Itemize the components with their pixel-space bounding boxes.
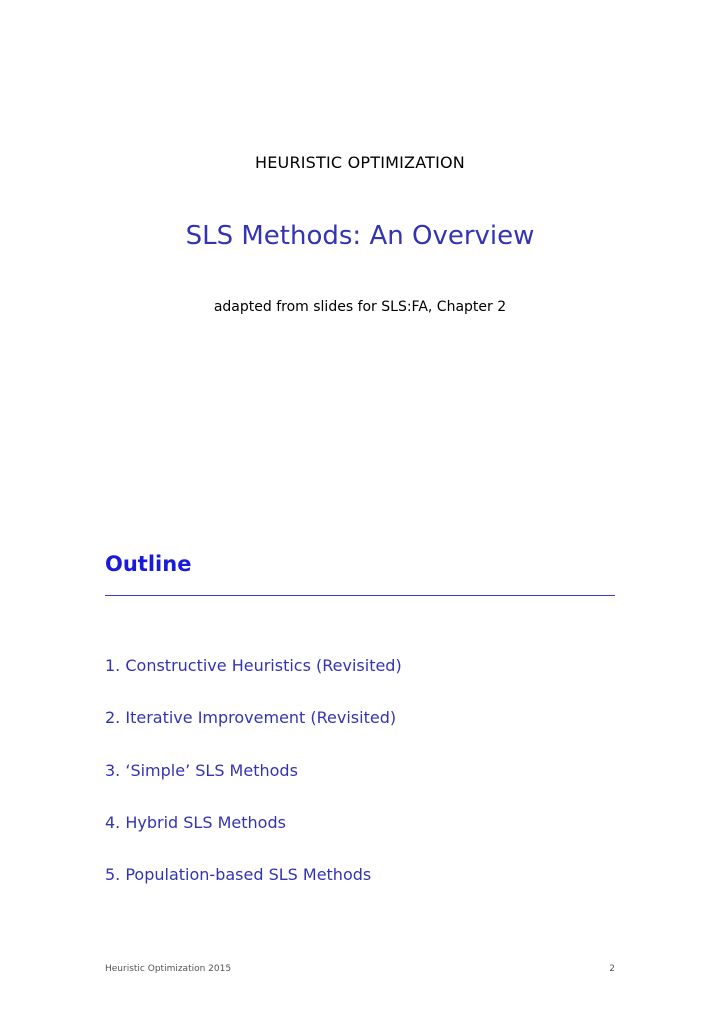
heading-divider [105,595,615,596]
footer-course-label: Heuristic Optimization 2015 [105,964,232,974]
outline-item-population-sls: 5. Population-based SLS Methods [105,865,372,884]
outline-heading: Outline [105,552,192,576]
outline-item-constructive-heuristics: 1. Constructive Heuristics (Revisited) [105,656,402,675]
outline-item-hybrid-sls: 4. Hybrid SLS Methods [105,813,286,832]
page-number: 2 [609,964,615,974]
course-title: HEURISTIC OPTIMIZATION [255,153,465,172]
slide-subtitle: adapted from slides for SLS:FA, Chapter 2 [213,299,507,315]
outline-item-simple-sls: 3. ‘Simple’ SLS Methods [105,761,298,780]
slide-title: SLS Methods: An Overview [185,221,535,251]
outline-item-iterative-improvement: 2. Iterative Improvement (Revisited) [105,708,397,727]
